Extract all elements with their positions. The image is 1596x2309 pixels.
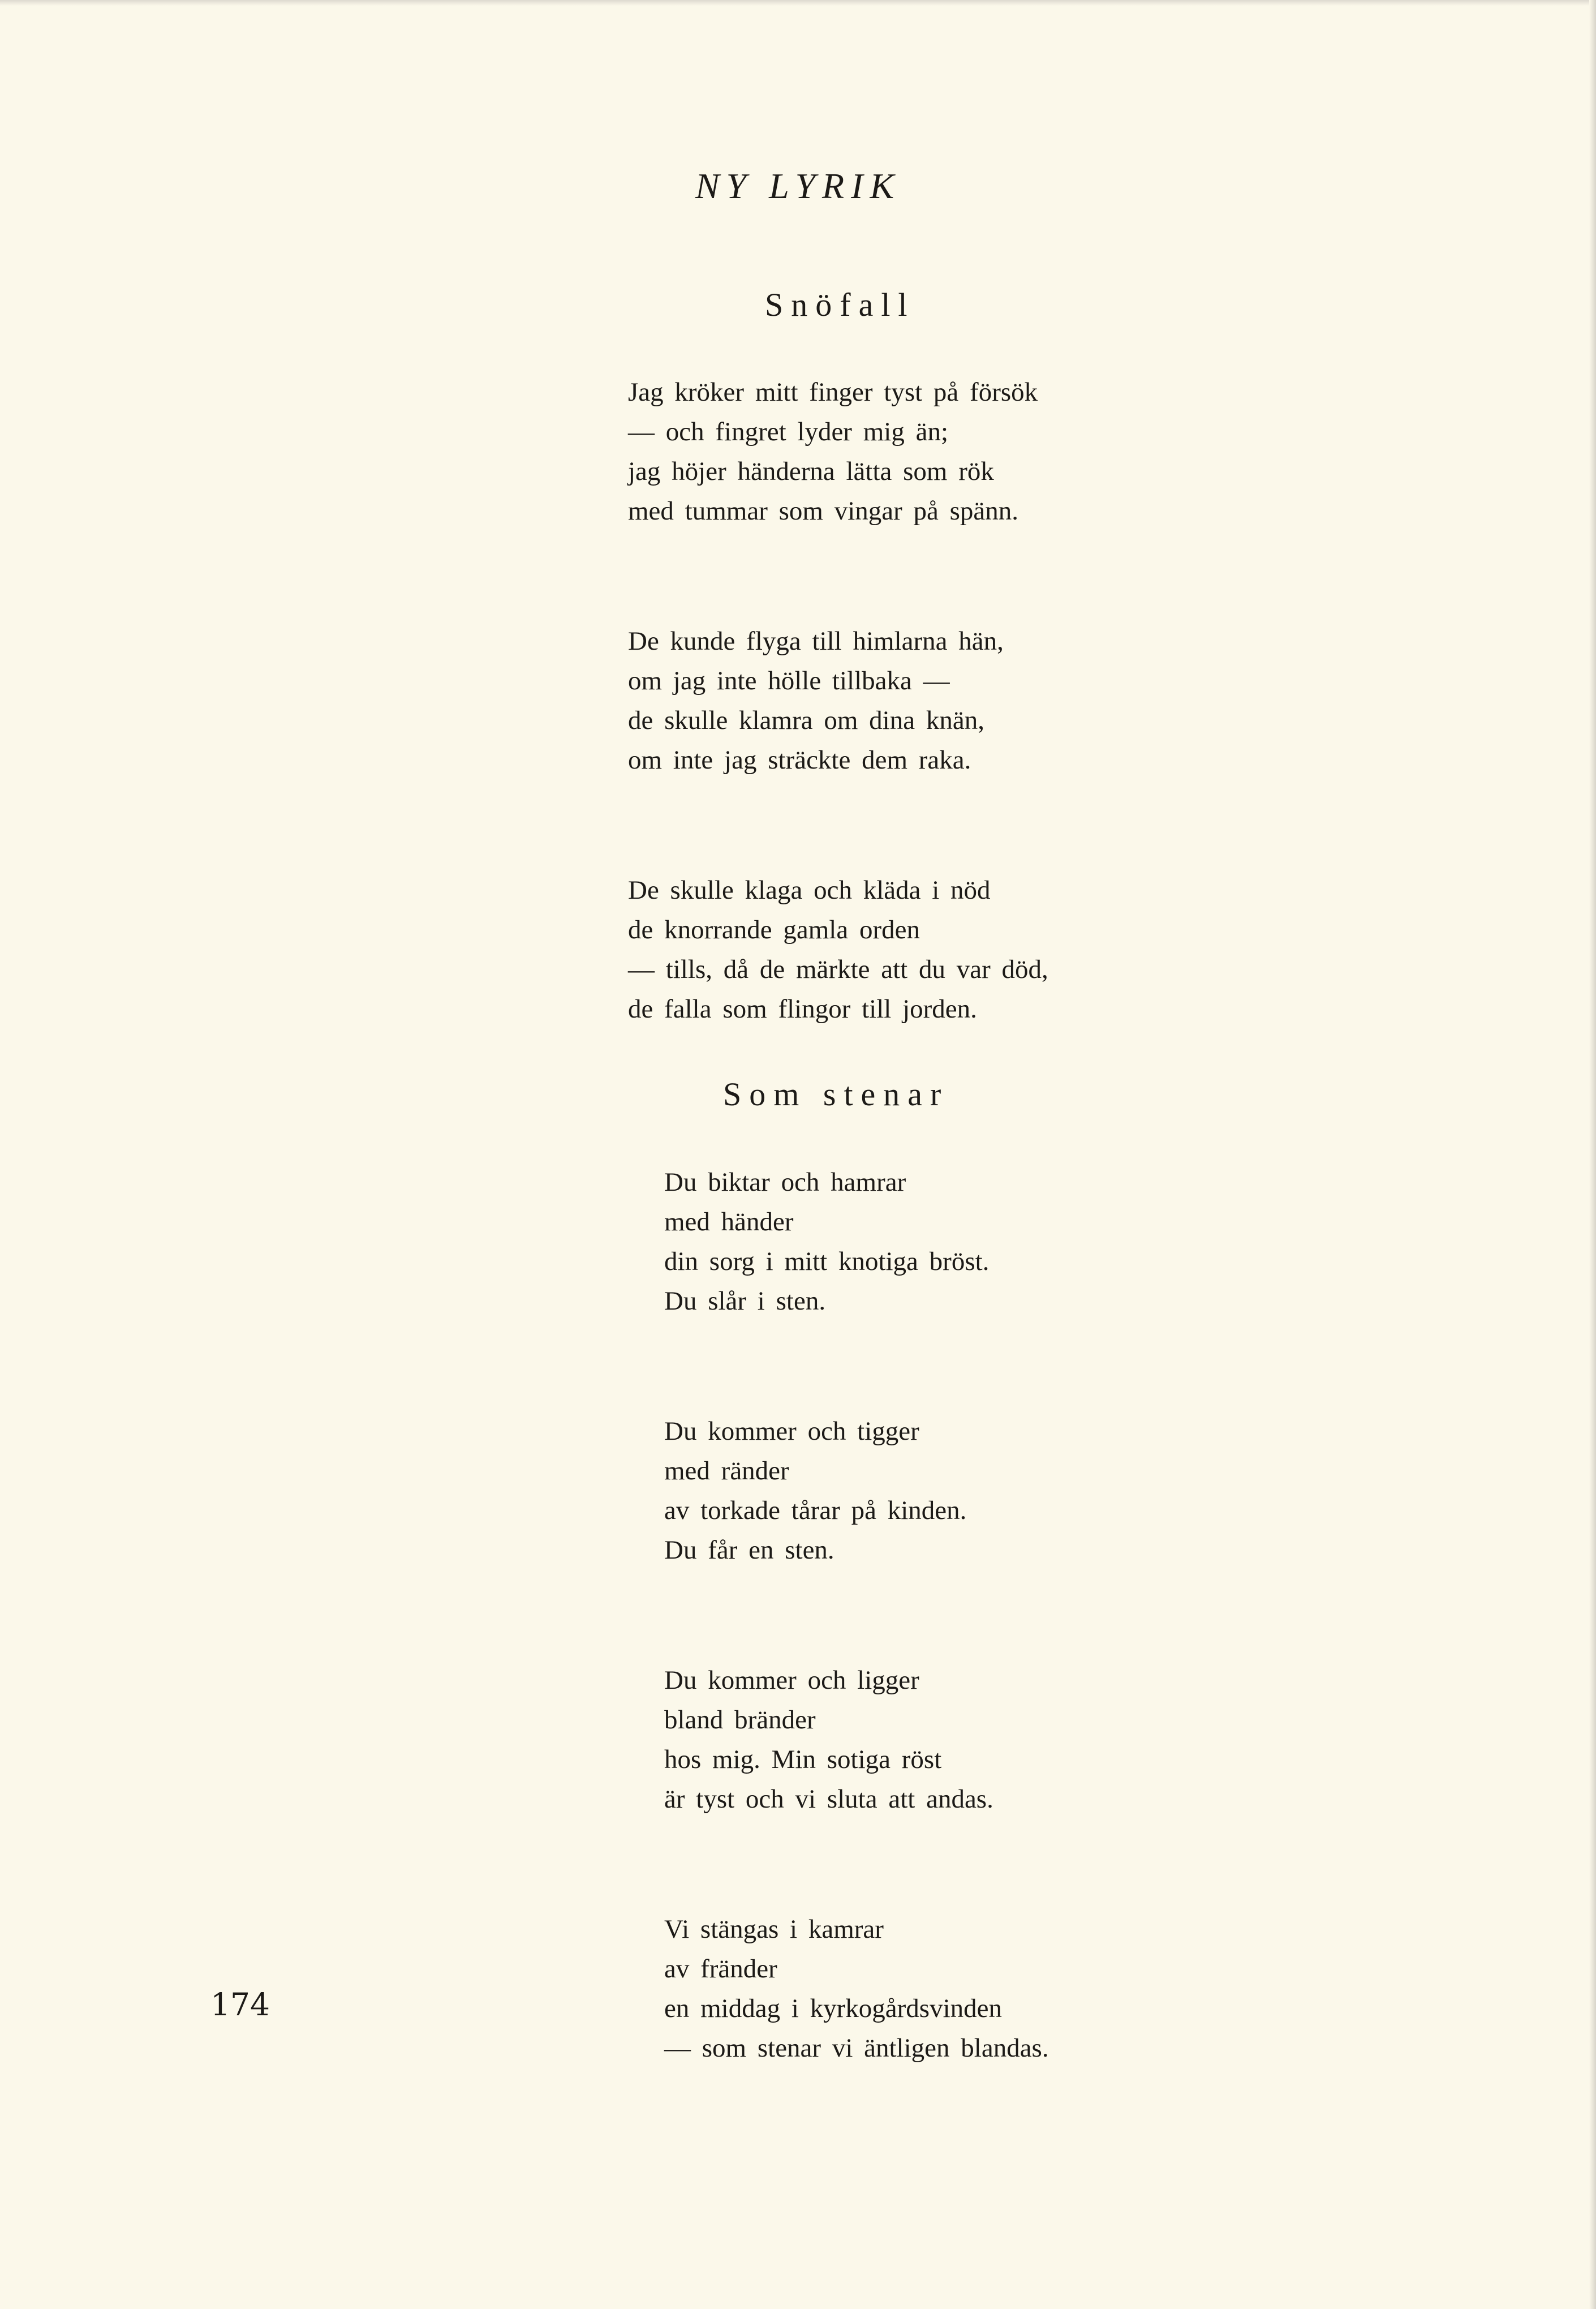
- poem-snofall: [628, 372, 1048, 1119]
- poem-line: — tills, då de märkte att du var död,: [628, 955, 1048, 984]
- poem-line: jag höjer händerna lätta som rök: [628, 457, 994, 486]
- poem-som-stenar: [664, 1162, 1049, 2158]
- section-title: NY LYRIK: [695, 166, 901, 206]
- stanza: [664, 1909, 1049, 2068]
- poem-title-snofall: Snöfall: [765, 286, 915, 323]
- poem-line: — som stenar vi äntligen blandas.: [664, 2033, 1049, 2063]
- poem-line: hos mig. Min sotiga röst: [664, 1745, 942, 1774]
- poem-line: Du slår i sten.: [664, 1286, 826, 1316]
- poem-line: Vi stängas i kamrar: [664, 1915, 884, 1944]
- poem-line: de knorrande gamla orden: [628, 915, 920, 945]
- poem-line: Du får en sten.: [664, 1535, 834, 1565]
- stanza: [664, 1411, 1049, 1570]
- poem-line: med händer: [664, 1207, 794, 1237]
- poem-line: en middag i kyrkogårdsvinden: [664, 1994, 1003, 2023]
- poem-title-som-stenar: Som stenar: [723, 1076, 949, 1113]
- stanza: [664, 1162, 1049, 1321]
- poem-line: av fränder: [664, 1954, 777, 1984]
- poem-line: Du kommer och ligger: [664, 1666, 919, 1695]
- stanza: [628, 372, 1048, 531]
- poem-line: är tyst och vi sluta att andas.: [664, 1784, 993, 1814]
- poem-line: bland bränder: [664, 1705, 816, 1735]
- stanza: [628, 621, 1048, 780]
- stanza: [664, 1660, 1049, 1819]
- poem-line: Du kommer och tigger: [664, 1417, 919, 1446]
- poem-line: de falla som flingor till jorden.: [628, 994, 977, 1024]
- poem-line: med tummar som vingar på spänn.: [628, 496, 1019, 526]
- poem-line: Du biktar och hamrar: [664, 1168, 906, 1197]
- page-number: 174: [210, 1986, 270, 2023]
- poem-line: De kunde flyga till himlarna hän,: [628, 626, 1004, 656]
- poem-line: med ränder: [664, 1456, 789, 1486]
- poem-line: De skulle klaga och kläda i nöd: [628, 875, 991, 905]
- stanza: [628, 870, 1048, 1029]
- page-edge-right: [1589, 0, 1596, 2309]
- poem-line: av torkade tårar på kinden.: [664, 1496, 967, 1525]
- poem-line: Jag kröker mitt finger tyst på försök: [628, 377, 1038, 407]
- poem-line: de skulle klamra om dina knän,: [628, 706, 984, 735]
- poem-line: om jag inte hölle tillbaka —: [628, 666, 950, 696]
- poem-line: — och fingret lyder mig än;: [628, 417, 948, 447]
- poem-line: din sorg i mitt knotiga bröst.: [664, 1247, 990, 1276]
- page-edge-top: [0, 0, 1596, 6]
- poem-line: om inte jag sträckte dem raka.: [628, 745, 971, 775]
